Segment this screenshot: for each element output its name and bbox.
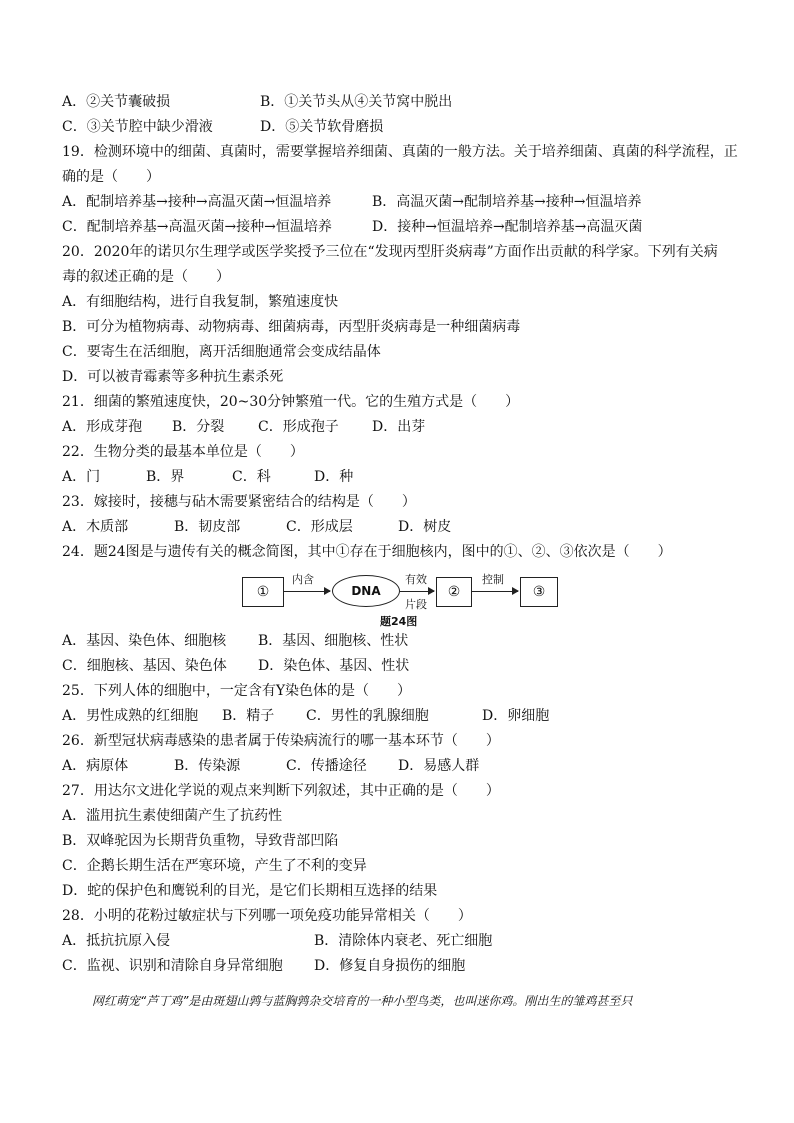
q26-option-b[interactable]: B．传染源 (174, 758, 241, 774)
q25-option-c[interactable]: C．男性的乳腺细胞 (306, 708, 429, 724)
q25-options-row (62, 704, 742, 729)
diagram-label-effective: 有效 (405, 573, 427, 586)
q28-option-a[interactable]: A．抵抗抗原入侵 (62, 933, 171, 949)
q27-option-d[interactable]: D．蛇的保护色和鹰锐利的目光，是它们长期相互选择的结果 (62, 883, 438, 899)
q24-options-row-2 (62, 654, 742, 679)
q18-option-b[interactable]: B．①关节头从④关节窝中脱出 (260, 94, 453, 110)
q24-option-c[interactable]: C．细胞核、基因、染色体 (62, 658, 227, 674)
q22-options-row (62, 465, 742, 490)
q28-option-d[interactable]: D．修复自身损伤的细胞 (314, 958, 466, 974)
q27-option-a[interactable]: A．滥用抗生素使细菌产生了抗药性 (62, 808, 283, 824)
q20-option-c[interactable]: C．要寄生在活细胞，离开活细胞通常会变成结晶体 (62, 344, 381, 360)
q21-stem: 21．细菌的繁殖速度快，20~30分钟繁殖一代。它的生殖方式是（ ） (62, 394, 520, 410)
q21-option-b[interactable]: B．分裂 (172, 419, 225, 435)
q23-option-a[interactable]: A．木质部 (62, 519, 129, 535)
q24-options-row-1 (62, 629, 742, 654)
q20-stem-line-1: 20．2020年的诺贝尔生理学或医学奖授予三位在“发现丙型肝炎病毒”方面作出贡献的科学家。下列有关病 (62, 244, 718, 260)
q19-options-row-2 (62, 215, 742, 240)
q28-option-b[interactable]: B．清除体内衰老、死亡细胞 (314, 933, 493, 949)
q21-option-d[interactable]: D．出芽 (372, 419, 426, 435)
q19-option-c[interactable]: C．配制培养基→高温灭菌→接种→恒温培养 (62, 219, 332, 235)
q26-option-a[interactable]: A．病原体 (62, 758, 129, 774)
q21-options-row (62, 415, 742, 440)
q25-stem: 25．下列人体的细胞中，一定含有Y染色体的是（ ） (62, 683, 412, 699)
diagram-node-1: ① (242, 577, 284, 607)
q18-options-row-1 (62, 90, 742, 115)
q22-option-b[interactable]: B．界 (146, 469, 185, 485)
q19-option-b[interactable]: B．高温灭菌→配制培养基→接种→恒温培养 (372, 194, 642, 210)
q25-option-b[interactable]: B．精子 (222, 708, 275, 724)
q20-option-a[interactable]: A．有细胞结构，进行自我复制，繁殖速度快 (62, 294, 339, 310)
diagram-caption: 题24图 (380, 615, 418, 628)
q22-option-c[interactable]: C．科 (232, 469, 271, 485)
q24-stem: 24．题24图是与遗传有关的概念简图，其中①存在于细胞核内，图中的①、②、③依次是（ ） (62, 544, 672, 560)
q19-option-a[interactable]: A．配制培养基→接种→高温灭菌→恒温培养 (62, 194, 332, 210)
diagram-arrow-segment (400, 591, 434, 592)
q18-option-d[interactable]: D．⑤关节软骨磨损 (260, 119, 384, 135)
q20-option-d[interactable]: D．可以被青霉素等多种抗生素杀死 (62, 369, 284, 385)
q26-option-c[interactable]: C．传播途径 (286, 758, 367, 774)
q26-options-row (62, 754, 742, 779)
q21-option-c[interactable]: C．形成孢子 (258, 419, 339, 435)
diagram-node-dna: DNA (332, 575, 400, 607)
q24-option-b[interactable]: B．基因、细胞核、性状 (258, 633, 409, 649)
diagram-label-contains: 内含 (292, 573, 314, 586)
diagram-arrow-contains (284, 591, 330, 592)
q28-options-row-2 (62, 954, 742, 979)
q23-option-d[interactable]: D．树皮 (398, 519, 452, 535)
q21-option-a[interactable]: A．形成芽孢 (62, 419, 143, 435)
diagram-node-2: ② (436, 577, 472, 607)
exam-page (62, 90, 742, 979)
q26-option-d[interactable]: D．易感人群 (398, 758, 480, 774)
diagram-node-3: ③ (520, 577, 558, 607)
q24-option-d[interactable]: D．染色体、基因、性状 (258, 658, 410, 674)
diagram-label-controls: 控制 (482, 573, 504, 586)
q22-stem: 22．生物分类的最基本单位是（ ） (62, 444, 304, 460)
q18-option-c[interactable]: C．③关节腔中缺少滑液 (62, 119, 213, 135)
diagram-label-segment: 片段 (405, 598, 427, 611)
q18-options-row-2 (62, 115, 742, 140)
q27-option-b[interactable]: B．双峰驼因为长期背负重物，导致背部凹陷 (62, 833, 339, 849)
q25-option-d[interactable]: D．卵细胞 (482, 708, 550, 724)
q22-option-d[interactable]: D．种 (314, 469, 354, 485)
q28-option-c[interactable]: C．监视、识别和清除自身异常细胞 (62, 958, 283, 974)
q23-option-b[interactable]: B．韧皮部 (174, 519, 241, 535)
q28-stem: 28．小明的花粉过敏症状与下列哪一项免疫功能异常相关（ ） (62, 908, 472, 924)
q27-option-c[interactable]: C．企鹅长期生活在严寒环境，产生了不利的变异 (62, 858, 367, 874)
q20-option-b[interactable]: B．可分为植物病毒、动物病毒、细菌病毒，丙型肝炎病毒是一种细菌病毒 (62, 319, 521, 335)
q23-options-row (62, 515, 742, 540)
q18-option-a[interactable]: A．②关节囊破损 (62, 94, 171, 110)
q20-stem-line-2: 毒的叙述正确的是（ ） (62, 269, 230, 285)
q24-concept-diagram (62, 569, 742, 629)
q19-stem-line-2: 确的是（ ） (62, 169, 160, 185)
diagram-arrow-controls (472, 591, 518, 592)
q25-option-a[interactable]: A．男性成熟的红细胞 (62, 708, 199, 724)
q27-stem: 27．用达尔文进化学说的观点来判断下列叙述，其中正确的是（ ） (62, 783, 500, 799)
q19-options-row-1 (62, 190, 742, 215)
q19-option-d[interactable]: D．接种→恒温培养→配制培养基→高温灭菌 (372, 219, 643, 235)
q28-options-row-1 (62, 929, 742, 954)
q22-option-a[interactable]: A．门 (62, 469, 101, 485)
q24-option-a[interactable]: A．基因、染色体、细胞核 (62, 633, 227, 649)
q23-stem: 23．嫁接时，接穗与砧木需要紧密结合的结构是（ ） (62, 494, 416, 510)
q26-stem: 26．新型冠状病毒感染的患者属于传染病流行的哪一基本环节（ ） (62, 733, 500, 749)
passage-intro-text: 网红萌宠“芦丁鸡”是由斑翅山鹑与蓝胸鹑杂交培育的一种小型鸟类，也叫迷你鸡。刚出生的雏鸡甚至只 (92, 994, 633, 1008)
q23-option-c[interactable]: C．形成层 (286, 519, 353, 535)
q19-stem-line-1: 19．检测环境中的细菌、真菌时，需要掌握培养细菌、真菌的一般方法。关于培养细菌、真菌的科学流程，正 (62, 144, 738, 160)
